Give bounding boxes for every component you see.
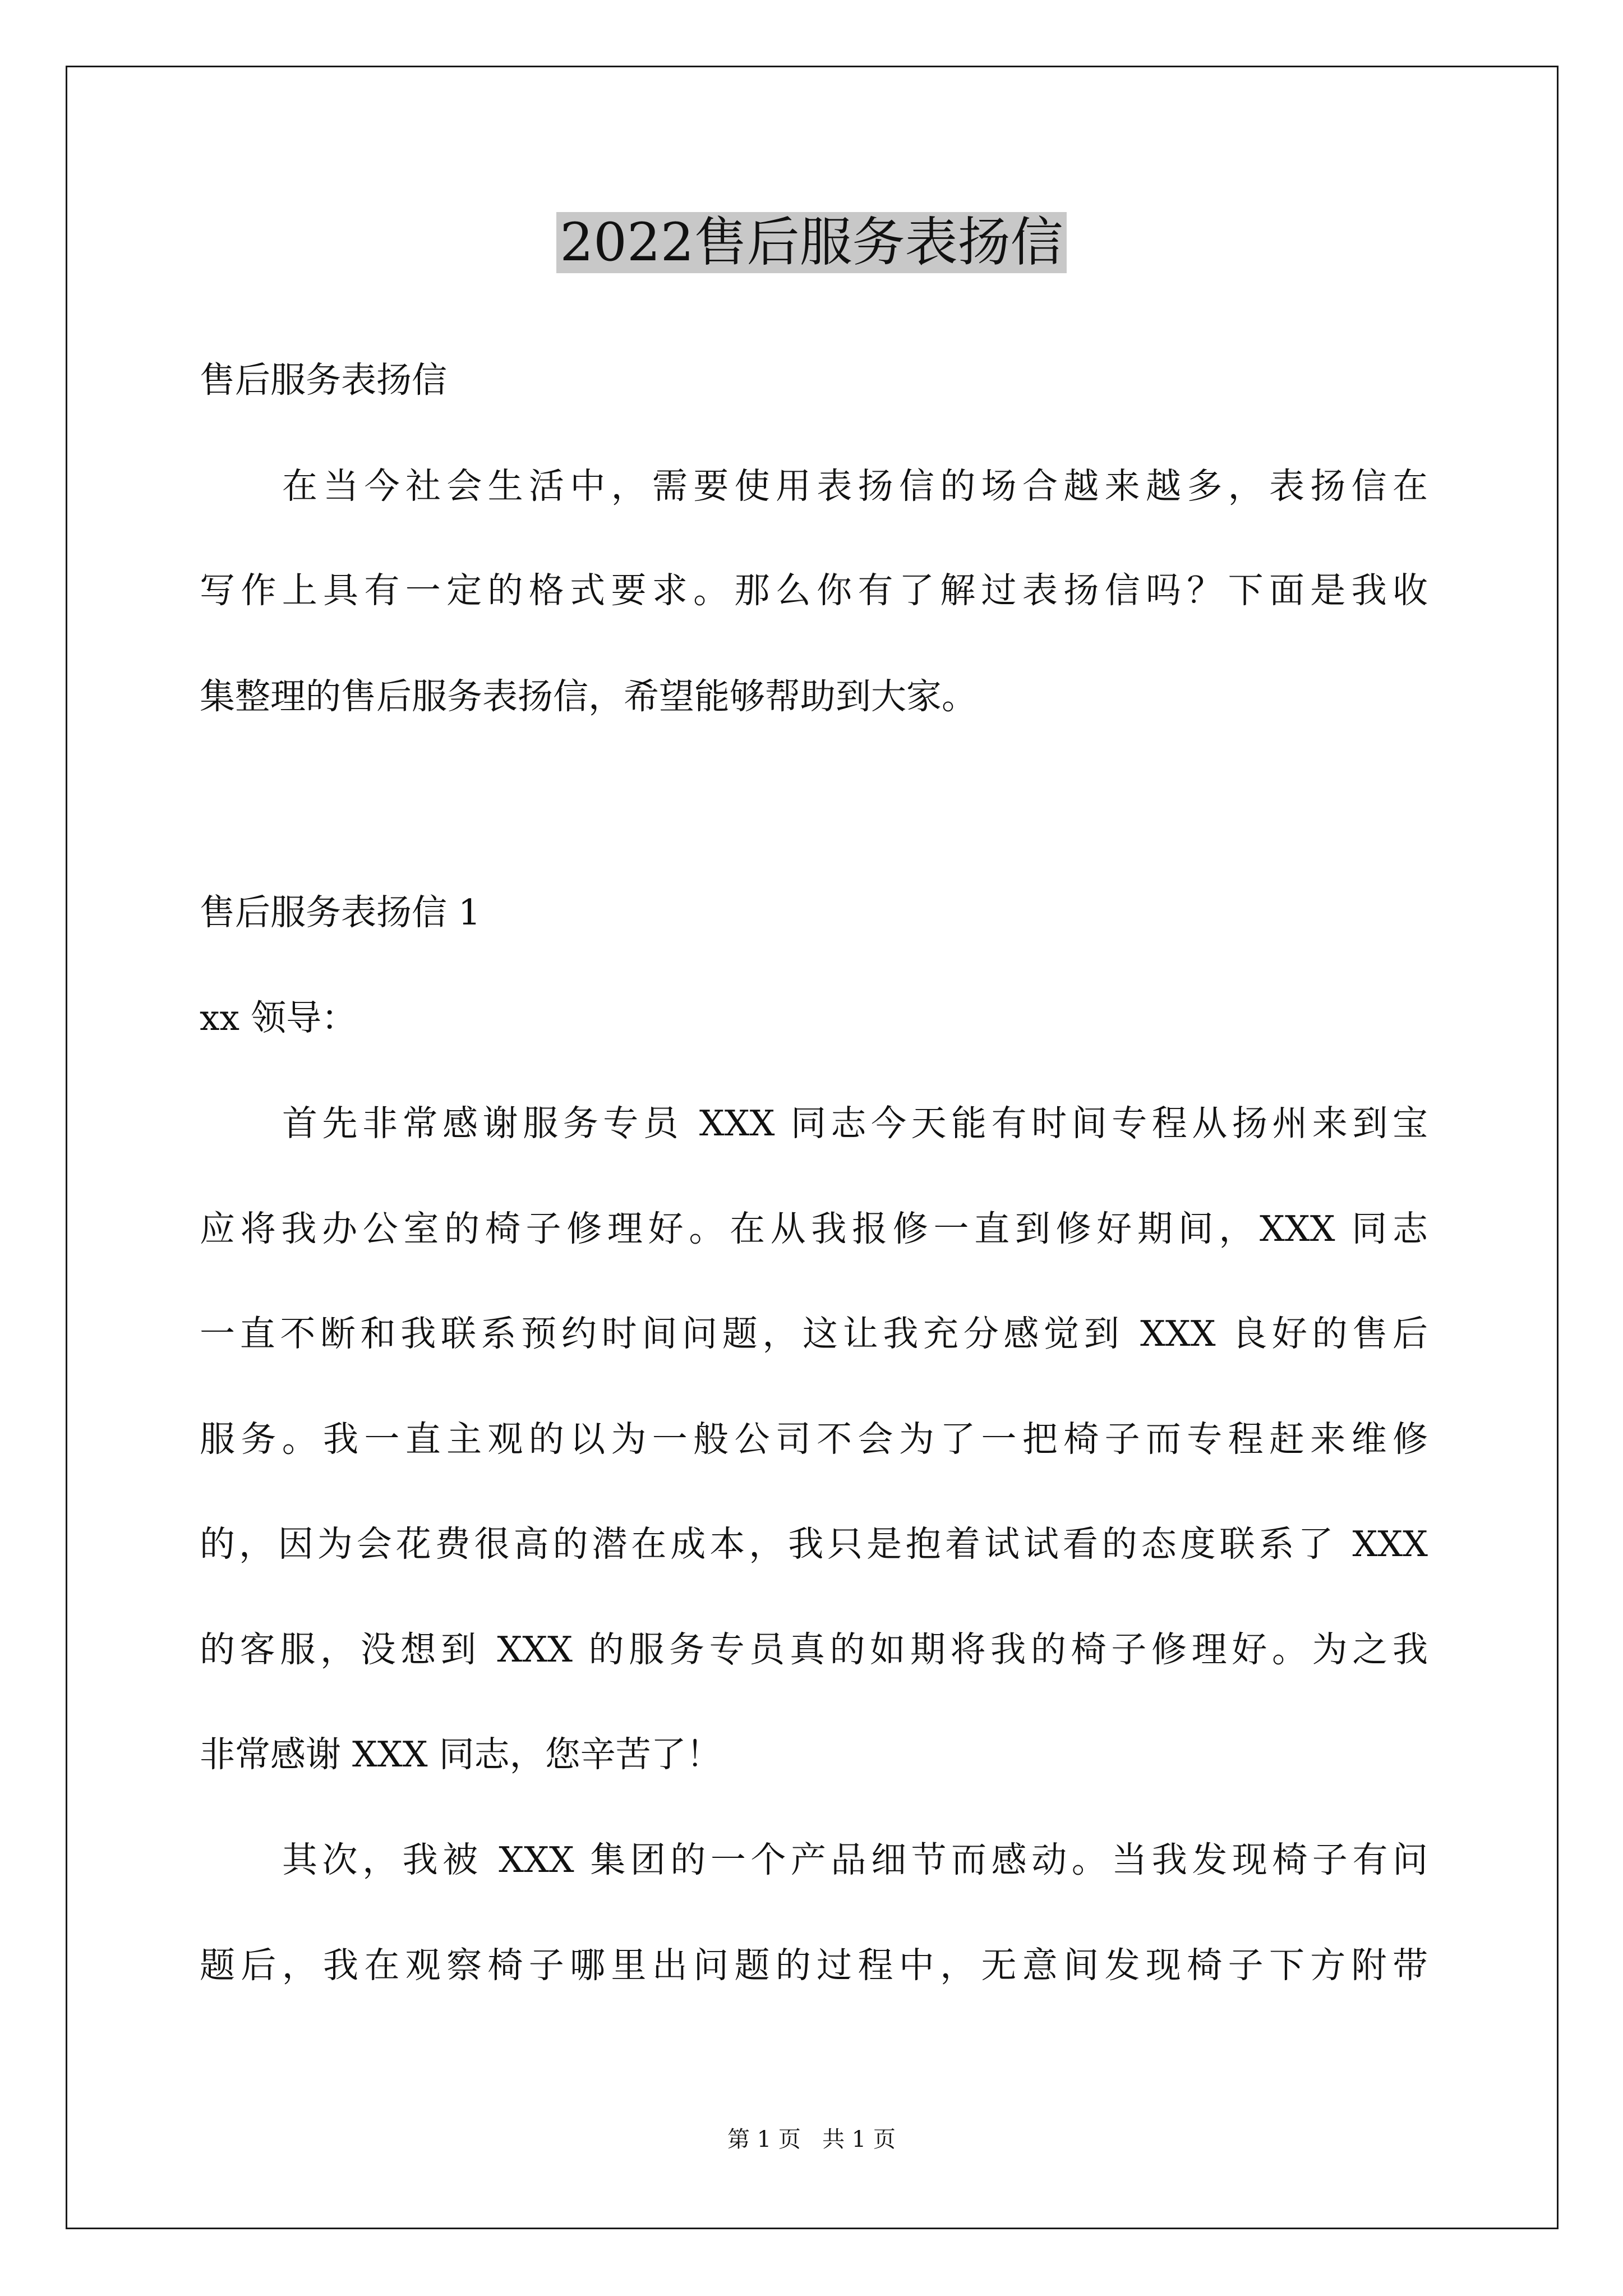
paragraph1-line-5: 的，因为会花费很高的潜在成本，我只是抱着试试看的态度联系了 XXX <box>200 1524 1428 1565</box>
paragraph1-line-6: 的客服，没想到 XXX 的服务专员真的如期将我的椅子修理好。为之我 <box>200 1629 1428 1670</box>
page-footer: 第 1 页 共 1 页 <box>727 2127 896 2152</box>
section-heading: 售后服务表扬信 1 <box>200 892 481 933</box>
intro-line-2: 写作上具有一定的格式要求。那么你有了解过表扬信吗？下面是我收 <box>200 570 1428 611</box>
document-title <box>0 206 1623 279</box>
paragraph1-line-4: 服务。我一直主观的以为一般公司不会为了一把椅子而专程赶来维修 <box>200 1419 1428 1460</box>
paragraph1-line-3: 一直不断和我联系预约时间问题，这让我充分感觉到 XXX 良好的售后 <box>200 1313 1428 1354</box>
paragraph2-line-1: 其次，我被 XXX 集团的一个产品细节而感动。当我发现椅子有问 <box>282 1839 1428 1880</box>
subtitle: 售后服务表扬信 <box>200 360 447 401</box>
paragraph1-line-7: 非常感谢 XXX 同志，您辛苦了！ <box>200 1734 722 1775</box>
intro-line-3: 集整理的售后服务表扬信，希望能够帮助到大家。 <box>200 676 977 717</box>
salutation: xx 领导： <box>200 997 357 1038</box>
paragraph1-line-1: 首先非常感谢服务专员 XXX 同志今天能有时间专程从扬州来到宝 <box>282 1103 1428 1144</box>
document-title-text: 2022售后服务表扬信 <box>556 212 1066 273</box>
intro-line-1: 在当今社会生活中，需要使用表扬信的场合越来越多，表扬信在 <box>282 466 1428 507</box>
paragraph2-line-2: 题后，我在观察椅子哪里出问题的过程中，无意间发现椅子下方附带 <box>200 1945 1428 1986</box>
paragraph1-line-2: 应将我办公室的椅子修理好。在从我报修一直到修好期间，XXX 同志 <box>200 1208 1428 1249</box>
